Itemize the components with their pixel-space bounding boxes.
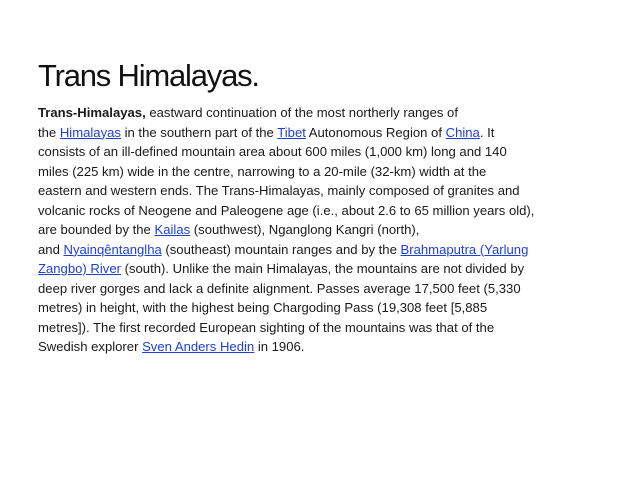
text-line-4: miles (225 km) wide in the centre, narrowing to a 20-mile (32-km) width at the: [38, 163, 487, 179]
kailas-link[interactable]: Kailas: [154, 222, 191, 237]
text-segment: in the southern part of the: [120, 124, 278, 140]
himalayas-link[interactable]: Himalayas: [59, 124, 121, 140]
text-line-3: consists of an ill-defined mountain area about 600 miles (1,000 km) long and 140: [38, 144, 507, 159]
text-line-11: metres) in height, with the highest being Chargoding Pass (19,308 feet [5,885: [38, 300, 488, 315]
text-segment: the: [38, 124, 60, 140]
page-title: Trans Himalayas.: [38, 58, 259, 93]
lead-term: Trans-Himalayas,: [38, 105, 146, 120]
nyainqentanglha-link[interactable]: Nyainqêntanglha: [63, 241, 162, 257]
brahmaputra-link[interactable]: Brahmaputra (Yarlung: [400, 241, 529, 257]
brahmaputra-link-continued[interactable]: Zangbo) River: [38, 261, 121, 276]
text-segment: . It: [479, 124, 495, 140]
tibet-link[interactable]: Tibet: [277, 124, 306, 140]
text-segment: Swedish explorer: [38, 339, 143, 354]
text-line-9: [38, 259, 598, 279]
text-segment: (southeast) mountain ranges and by the: [161, 241, 401, 257]
body-paragraph: [38, 103, 598, 357]
text-line-6: volcanic rocks of Neogene and Paleogene age (i.e., about 2.6 to 65 million years old),: [38, 202, 535, 218]
text-line-2: [38, 123, 598, 143]
text-line-5: eastern and western ends. The Trans-Himalayas, mainly composed of granites and: [38, 183, 520, 198]
text-segment: (south). Unlike the main Himalayas, the mountains are not divided by: [120, 261, 525, 276]
text-line-12: metres]). The first recorded European sighting of the mountains was that of the: [38, 319, 495, 335]
text-segment: (southwest), Nganglong Kangri (north),: [190, 222, 420, 237]
text-line-13: [38, 337, 598, 357]
text-segment: in 1906.: [254, 339, 305, 354]
text-line-1: [38, 103, 598, 123]
china-link[interactable]: China: [445, 124, 480, 140]
text-line-8: [38, 240, 598, 260]
text-segment: eastward continuation of the most northerly ranges of: [145, 105, 458, 120]
text-segment: and: [38, 241, 64, 257]
text-line-7: [38, 220, 598, 240]
sven-hedin-link[interactable]: Sven Anders Hedin: [142, 339, 255, 354]
text-segment: are bounded by the: [38, 222, 155, 237]
text-segment: Autonomous Region of: [305, 124, 446, 140]
text-line-10: deep river gorges and lack a definite alignment. Passes average 17,500 feet (5,330: [38, 280, 521, 296]
